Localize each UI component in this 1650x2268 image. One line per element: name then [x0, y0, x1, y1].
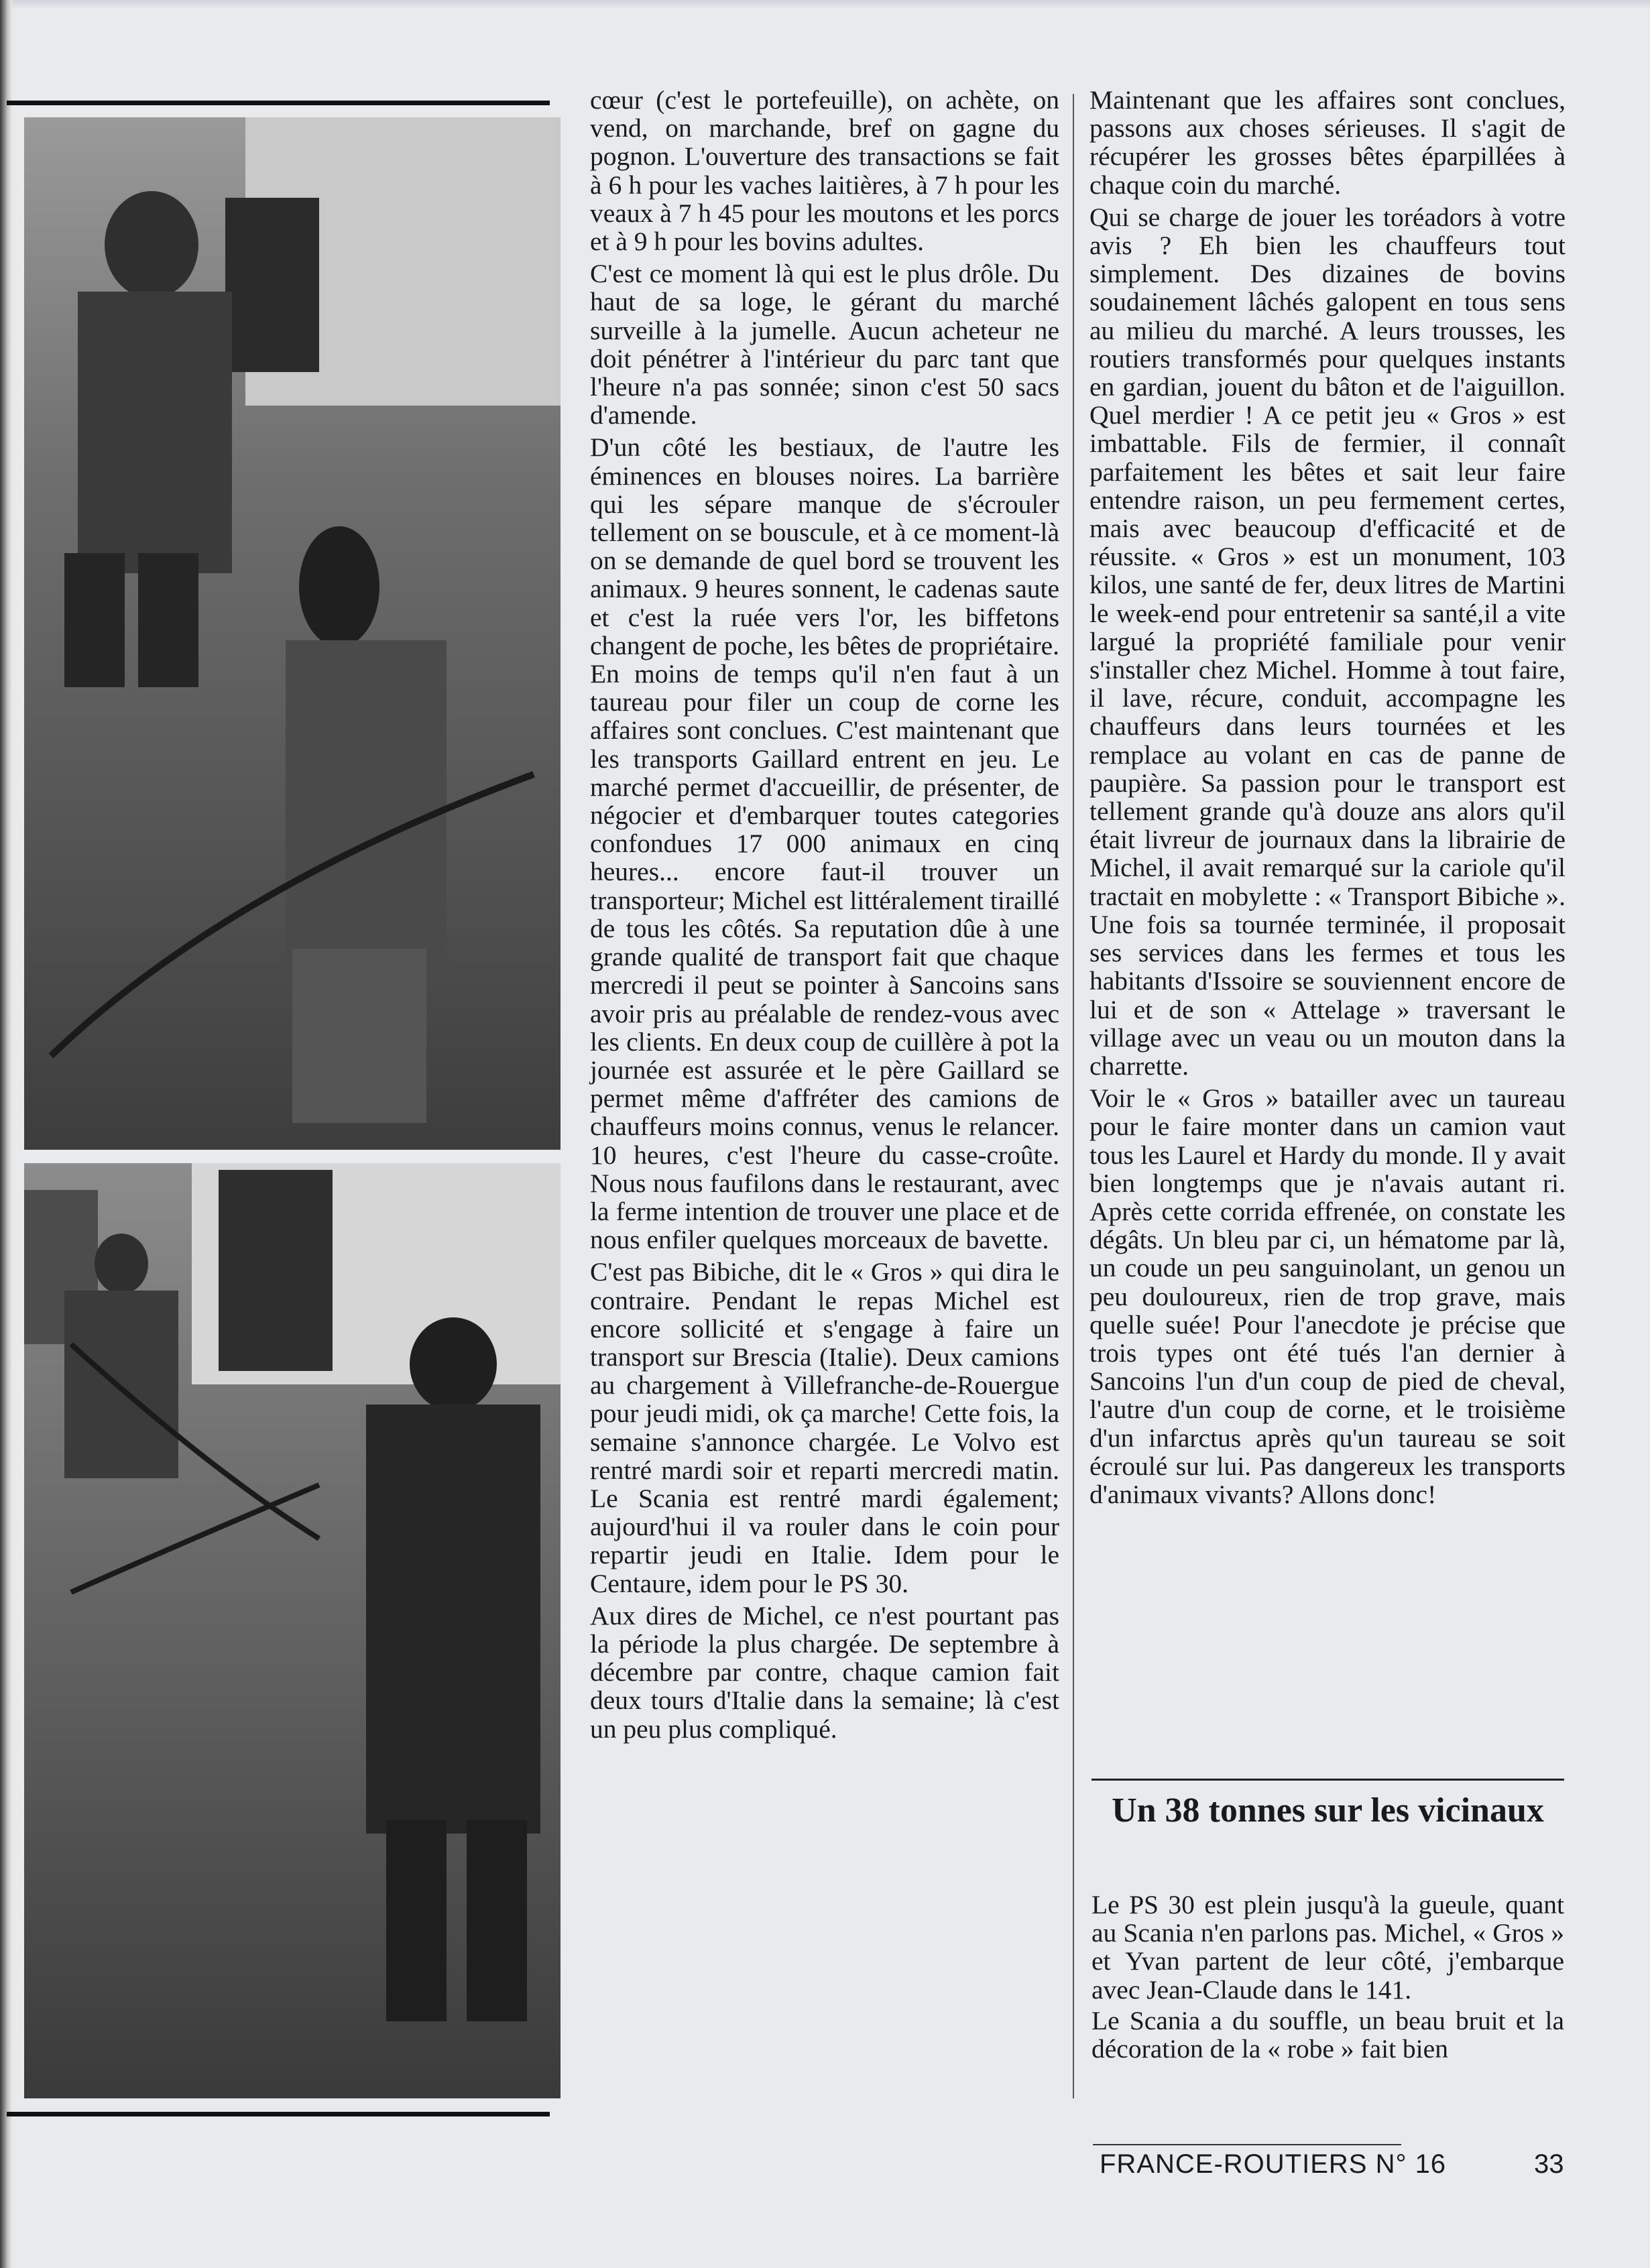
- col2-paragraph-1: Maintenant que les affaires sont conclues, passons aux choses sérieuses. Il s'agit de récupérer les grosses bêtes éparpillées à chaque coin du marché.: [1089, 85, 1566, 200]
- box-paragraph-1: Le PS 30 est plein jusqu'à la gueule, quant au Scania n'en parlons pas. Michel, « Gros » et Yvan partent de leur côté, j'embarque avec Jean-Claude dans le 141.: [1092, 1890, 1564, 2005]
- photo-herding-sticks-image: [24, 1163, 561, 2098]
- article-column-1: [590, 86, 1059, 1747]
- col2-paragraph-3: Voir le « Gros » batailler avec un taureau pour le faire monter dans un camion vaut tous les Laurel et Hardy du monde. Il y avait bien longtemps que je n'avais autant ri. Après cette corrida effrenée, on constate les dégâts. Un bleu par ci, un hématome par là, un coude un peu sanguinolant, un genou un peu douloureux, rien de trop grave, mais quelle suée! Pour l'anecdote je précise que trois types ont été tués l'an dernier à Sancoins l'un d'un coup de pied de cheval, l'autre d'un coup de corne, et le troisième d'un infarctus après qu'un taureau se soit écroulé sur lui. Pas dangereux les transports d'animaux vivants? Allons donc!: [1089, 1083, 1566, 1509]
- page-number: 33: [1534, 2149, 1564, 2179]
- col1-paragraph-4: C'est pas Bibiche, dit le « Gros » qui dira le contraire. Pendant le repas Michel est encore sollicité et s'engage à faire un transport sur Brescia (Italie). Deux camions au chargement à Villefranche-de-Rouergue pour jeudi midi, ok ça marche! Cette fois, la semaine s'annonce chargée. Le Volvo est rentré mardi soir et reparti mercredi matin. Le Scania est rentré mardi également; aujourd'hui il va rouler dans le coin pour repartir jeudi en Italie. Idem pour le Centaure, idem pour le PS 30.: [590, 1257, 1059, 1598]
- box-paragraph-2: Le Scania a du souffle, un beau bruit et la décoration de la « robe » fait bien: [1092, 2005, 1564, 2064]
- col1-paragraph-2: C'est ce moment là qui est le plus drôle. Du haut de sa loge, le gérant du marché surveille à la jumelle. Aucun acheteur ne doit pénétrer à l'intérieur du parc tant que l'heure n'a pas sonnée; sinon c'est 50 sacs d'amende.: [590, 259, 1059, 430]
- col1-paragraph-3: D'un côté les bestiaux, de l'autre les éminences en blouses noires. La barrière qui les sépare manque de s'écrouler tellement on se bouscule, et à ce moment-là on se demande de quel bord se trouvent les animaux. 9 heures sonnent, le cadenas saute et c'est la ruée vers l'or, les biffetons changent de poche, les bêtes de propriétaire. En moins de temps qu'il n'en faut à un taureau pour filer un coup de corne les affaires sont conclues. C'est maintenant que les transports Gaillard entrent en jeu. Le marché permet d'accueillir, de présenter, de négocier et d'embarquer toutes categories confondues 17 000 animaux en cinq heures... encore faut-il trouver un transporteur; Michel est littéralement tiraillé de tous les côtés. Sa reputation dûe à une grande qualité de transport fait que chaque mercredi il peut se pointer à Sancoins sans avoir pris au préalable de rendez-vous avec les clients. En deux coup de cuillère à pot la journée est assurée et le père Gaillard se permet même d'affréter des camions de chauffeurs moins connus, venus le relancer. 10 heures, c'est l'heure du casse-croûte. Nous nous faufilons dans le restaurant, avec la ferme intention de trouver une place et de nous enfiler quelques morceaux de bavette.: [590, 432, 1059, 1255]
- footer-rule: [1093, 2144, 1401, 2145]
- subhead-rule: [1092, 1779, 1564, 1781]
- page-binding-edge: [0, 0, 12, 2268]
- subhead-title: Un 38 tonnes sur les vicinaux: [1112, 1791, 1544, 1830]
- photo-market-men-image: [24, 117, 561, 1150]
- col2-paragraph-2: Qui se charge de jouer les toréadors à votre avis ? Eh bien les chauffeurs tout simplement. Des dizaines de bovins soudainement lâchés galopent en tous sens au milieu du marché. A leurs trousses, les routiers transformés pour quelques instants en gardian, jouent du bâton et de l'aiguillon. Quel merdier ! A ce petit jeu « Gros » est imbattable. Fils de fermier, il connaît parfaitement les bêtes et sait leur faire entendre raison, un peu fermement certes, mais avec beaucoup d'efficacité et de réussite. « Gros » est un monument, 103 kilos, une santé de fer, deux litres de Martini le week-end pour entretenir sa santé,il a vite largué la propriété familiale pour venir s'installer chez Michel. Homme à tout faire, il lave, récure, conduit, accompagne les chauffeurs dans leurs tournées et les remplace au volant en cas de panne de paupière. Sa passion pour le transport est tellement grande qu'à douze ans alors qu'il était livreur de journaux dans la librairie de Michel, il avait remarqué sur la cariole qu'il tractait en mobylette : « Transport Bibiche ». Une fois sa tournée terminée, il proposait ses services dans les fermes et tous les habitants d'Issoire se souviennent encore de lui et de son « Attelage » traversant le village avec un veau ou un mouton dans la charrette.: [1089, 202, 1566, 1081]
- photo-herding-sticks: [24, 1163, 561, 2098]
- column-divider: [1073, 94, 1074, 2098]
- col1-paragraph-5: Aux dires de Michel, ce n'est pourtant pas la période la plus chargée. De septembre à décembre par contre, chaque camion fait deux tours d'Italie dans la semaine; là c'est un peu plus compliqué.: [590, 1600, 1059, 1744]
- photo-market-men: [24, 117, 561, 1150]
- subhead-section: [1092, 1891, 1564, 2066]
- top-rule: [7, 101, 550, 105]
- magazine-footer: FRANCE-ROUTIERS N° 16: [1100, 2149, 1447, 2179]
- page-top-edge: [0, 0, 1650, 9]
- bottom-rule: [7, 2112, 550, 2116]
- col1-paragraph-1: cœur (c'est le portefeuille), on achète, on vend, on marchande, bref on gagne du pognon. L'ouverture des transactions se fait à 6 h pour les vaches laitières, à 7 h pour les veaux à 7 h 45 pour les moutons et les porcs et à 9 h pour les bovins adultes.: [590, 85, 1059, 257]
- article-column-2: [1089, 86, 1566, 1512]
